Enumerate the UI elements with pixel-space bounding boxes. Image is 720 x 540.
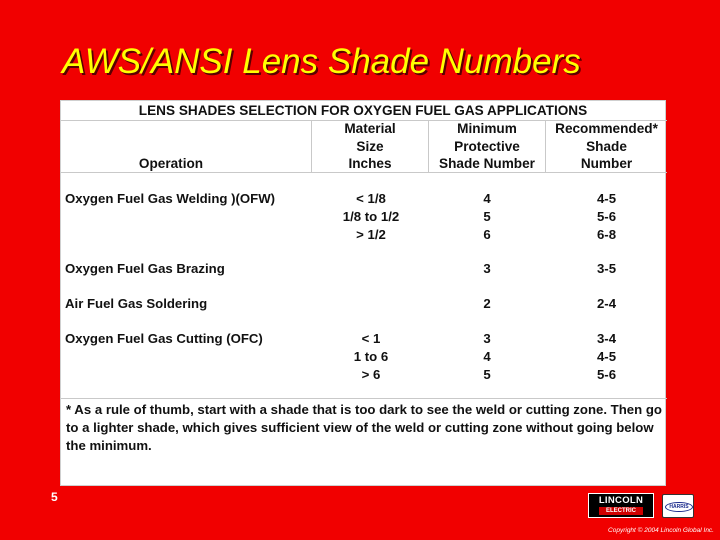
harris-logo <box>662 494 694 518</box>
header-minimum-line: Shade Number <box>439 156 535 171</box>
header-material-line: Size <box>356 139 384 154</box>
divider <box>61 398 667 399</box>
recommended-cell: 5-6 <box>596 367 617 382</box>
size-cell: > 1/2 <box>356 227 386 242</box>
footnote: * As a rule of thumb, start with a shade that is too dark to see the weld or cutting zone. Then go to a lighter shade, which gives sufficient view of the weld or cutting zone without going below the minimum. <box>66 402 662 453</box>
header-material-line: Inches <box>348 156 392 171</box>
size-cell: > 6 <box>361 367 381 382</box>
minimum-cell: 4 <box>483 191 491 206</box>
size-cell: 1 to 6 <box>353 349 389 364</box>
logo-brand: LINCOLN <box>598 495 644 506</box>
recommended-cell: 5-6 <box>596 209 617 224</box>
header-minimum-line: Minimum <box>457 121 517 136</box>
harris-logo-text: HARRIS <box>665 502 693 512</box>
slide-title: AWS/ANSI Lens Shade Numbers <box>62 42 581 81</box>
header-recommended-line: Number <box>580 156 633 171</box>
recommended-cell: 3-4 <box>596 331 617 346</box>
slide-number: 5 <box>51 490 58 504</box>
size-cell: < 1/8 <box>356 191 386 206</box>
operation-cell: Oxygen Fuel Gas Brazing <box>65 261 225 276</box>
operation-cell: Oxygen Fuel Gas Welding )(OFW) <box>65 191 276 206</box>
header-recommended-line: Shade <box>586 139 627 154</box>
header-minimum-line: Protective <box>454 139 520 154</box>
copyright: Copyright © 2004 Lincoln Global Inc. <box>608 527 714 534</box>
header-material-line: Material <box>344 121 396 136</box>
minimum-cell: 2 <box>483 296 491 311</box>
minimum-cell: 4 <box>483 349 491 364</box>
minimum-cell: 3 <box>483 261 491 276</box>
lincoln-electric-logo <box>588 493 654 518</box>
recommended-cell: 2-4 <box>596 296 617 311</box>
header-recommended-line: Recommended* <box>555 121 658 136</box>
logo-sub: ELECTRIC <box>599 507 643 515</box>
lens-shade-table <box>60 100 666 486</box>
recommended-cell: 4-5 <box>596 349 617 364</box>
size-cell: 1/8 to 1/2 <box>342 209 400 224</box>
operation-cell: Air Fuel Gas Soldering <box>65 296 208 311</box>
recommended-cell: 4-5 <box>596 191 617 206</box>
minimum-cell: 5 <box>483 209 491 224</box>
header-operation: Operation <box>138 156 204 171</box>
minimum-cell: 3 <box>483 331 491 346</box>
recommended-cell: 6-8 <box>596 227 617 242</box>
minimum-cell: 6 <box>483 227 491 242</box>
size-cell: < 1 <box>361 331 381 346</box>
minimum-cell: 5 <box>483 367 491 382</box>
table-title: LENS SHADES SELECTION FOR OXYGEN FUEL GAS APPLICATIONS <box>138 103 588 118</box>
operation-cell: Oxygen Fuel Gas Cutting (OFC) <box>65 331 263 346</box>
recommended-cell: 3-5 <box>596 261 617 276</box>
